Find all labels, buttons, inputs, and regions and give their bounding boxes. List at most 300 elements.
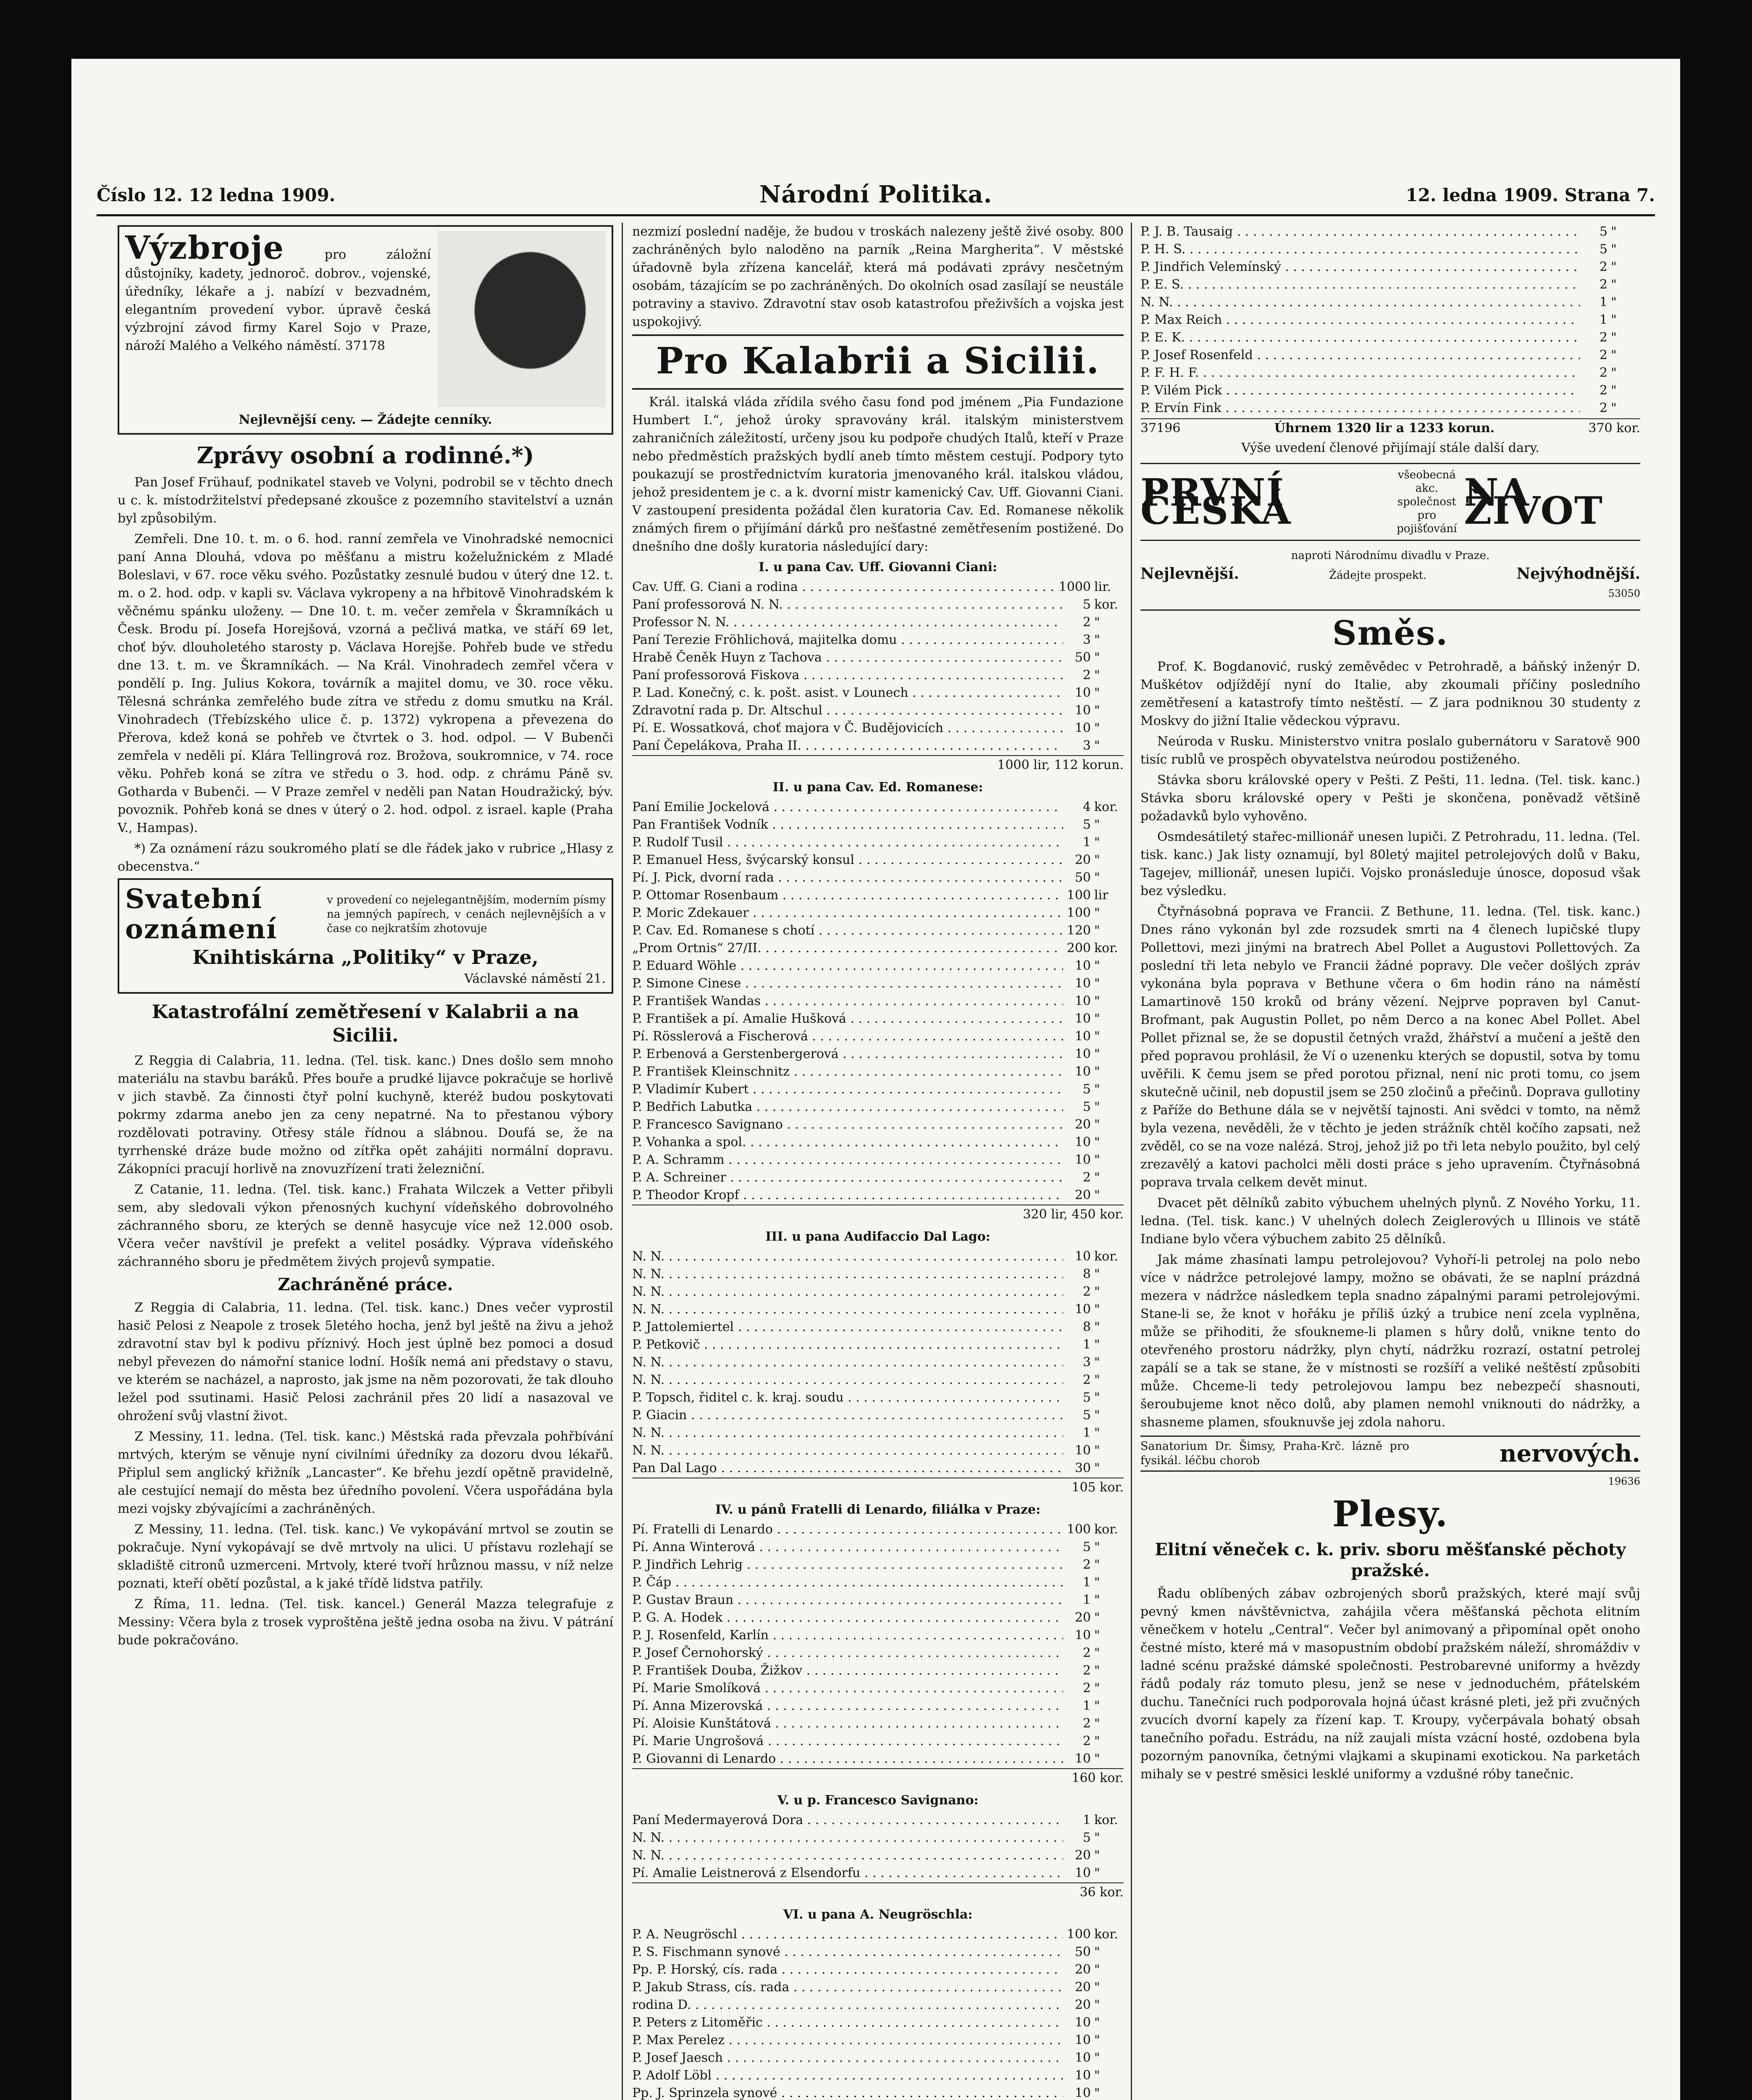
donation-row bbox=[632, 939, 1124, 957]
donation-row bbox=[632, 648, 1124, 666]
donor-name: Pí. E. Wossatková, choť majora v Č. Budějovicích . . . bbox=[632, 719, 1063, 737]
donation-unit: " bbox=[1094, 1628, 1100, 1643]
paragraph: Prof. K. Bogdanović, ruský zeměvědec v Petrohradě, a báňský inženýr D. Muškétov odjíždějí nyní do Italie, aby zkoumali příčiny posledního zemětřesení a katastrofy tímto neštěstí. — Z jara podniknou 30 studenty z Moskvy do jižní Italie vědeckou výpravu. bbox=[1140, 659, 1640, 728]
donation-unit: " bbox=[1094, 835, 1100, 850]
donor-name: Pan Dal Lago . . . bbox=[632, 1459, 1063, 1477]
donor-name: N. N. . . . bbox=[632, 1424, 1063, 1441]
donation-unit: " bbox=[1094, 1284, 1100, 1299]
donor-name: N. N. . . . bbox=[632, 1265, 1063, 1283]
donation-row bbox=[632, 2049, 1124, 2066]
donation-row bbox=[632, 1353, 1124, 1371]
donation-amount: 1 bbox=[1082, 1425, 1091, 1440]
donor-name: Pp. J. Sprinzela synové . . . bbox=[632, 2084, 1063, 2100]
donation-amount: 10 bbox=[1074, 958, 1091, 973]
donor-name: P. Josef Rosenfeld . . . bbox=[1140, 346, 1580, 364]
donor-name: P. František Douba, Žižkov . . . bbox=[632, 1662, 1063, 1679]
donation-list bbox=[632, 798, 1124, 1204]
donor-name: P. Giacin . . . bbox=[632, 1406, 1063, 1424]
donation-row bbox=[632, 596, 1124, 613]
donation-amount: 50 bbox=[1074, 1945, 1091, 1959]
duck-illustration bbox=[438, 231, 606, 407]
donor-name: P. H. S. . . . bbox=[1140, 240, 1580, 258]
donation-amount: 100 bbox=[1066, 906, 1091, 920]
paragraph: Neúroda v Rusku. Ministerstvo vnitra poslalo gubernátoru v Saratově 900 tisíc rublů ve prospěch obyvatelstva neúrodou postiženého. bbox=[1140, 734, 1640, 767]
donation-unit: " bbox=[1094, 1117, 1100, 1132]
donation-amount: 200 bbox=[1066, 941, 1091, 956]
donation-unit: " bbox=[1094, 1047, 1100, 1061]
donation-row bbox=[632, 2066, 1124, 2084]
donation-list bbox=[632, 578, 1124, 754]
donation-unit: " bbox=[1094, 1751, 1100, 1766]
newspaper-page bbox=[71, 59, 1680, 2100]
donation-unit: " bbox=[1094, 615, 1100, 630]
donation-amount: 10 bbox=[1074, 2033, 1091, 2048]
donation-unit: " bbox=[1094, 1390, 1100, 1405]
donor-name: Paní professorová N. N. . . . bbox=[632, 596, 1063, 613]
donation-unit: " bbox=[1094, 685, 1100, 700]
donor-name: P. Jindřich Velemínský . . . bbox=[1140, 258, 1580, 276]
donor-name: Pí. Aloisie Kunštátová . . . bbox=[632, 1714, 1063, 1732]
donation-amount: 10 bbox=[1074, 1628, 1091, 1643]
donation-amount: 20 bbox=[1074, 1980, 1091, 1995]
donation-amount: 50 bbox=[1074, 650, 1091, 665]
donation-unit: " bbox=[1094, 1575, 1100, 1590]
donation-amount: 2 bbox=[1599, 277, 1608, 292]
donation-amount: 10 bbox=[1074, 2068, 1091, 2083]
donation-amount: 5 bbox=[1082, 1390, 1091, 1405]
donation-amount: 2 bbox=[1082, 1663, 1091, 1678]
donation-row bbox=[632, 1750, 1124, 1767]
ad-advantage: Nejvýhodnější. bbox=[1516, 565, 1640, 583]
donor-name: Paní Terezie Fröhlichová, majitelka domu . . . bbox=[632, 631, 1063, 648]
donation-amount: 10 bbox=[1074, 1751, 1091, 1766]
donation-unit: " bbox=[1094, 668, 1100, 682]
donor-name: Pí. Anna Mizerovská . . . bbox=[632, 1697, 1063, 1714]
donation-amount: 2 bbox=[1599, 383, 1608, 398]
donation-row bbox=[632, 666, 1124, 684]
donor-name: P. Peters z Litoměřic . . . bbox=[632, 2013, 1063, 2031]
donation-unit: " bbox=[1094, 738, 1100, 753]
paragraph: Z Reggia di Calabria, 11. ledna. (Tel. tisk. kanc.) Dnes večer vyprostil hasič Pelosi z Neapole z trosek 5letého hocha, jenž byl ještě na živu a jehož zdravotní stav byl k podivu příznivý. Hoch jest úplně bez pomoci a dosud nebyl převezen do námořní stanice lodní. Hošík nemá ani představy o stavu, ve kterém se nacházel, a naprosto, jak jsme na něm pozorovati, že tak dlouho ležel pod ssutinami. Hasič Pelosi zachránil přes 20 lidí a nasazoval ve ohrožení svůj vlastní život. bbox=[118, 1300, 613, 1423]
donation-note: Výše uvedení členové přijímají stále další dary. bbox=[1241, 441, 1539, 455]
donation-row bbox=[632, 886, 1124, 904]
donation-row bbox=[632, 1556, 1124, 1573]
donation-unit: " bbox=[1094, 2015, 1100, 2030]
donation-unit: " bbox=[1094, 1646, 1100, 1660]
donation-unit: " bbox=[1094, 1100, 1100, 1114]
ad-text: pro záložní důstojníky, kadety, jednoroč. dobrov., vojenské, úředníky, lékaře a j. nabízí v bezvadném, elegantním provedení vybor. úpravě česká výzbrojní závod firmy Karel Sojo v Praze, nároží Malého a Velkého náměstí. 37178 bbox=[125, 247, 431, 353]
donor-name: N. N. . . . bbox=[632, 1441, 1063, 1459]
donation-unit: kor. bbox=[1094, 1249, 1118, 1264]
donation-row bbox=[632, 904, 1124, 921]
donation-unit: " bbox=[1094, 1980, 1100, 1995]
donation-amount: 2 bbox=[1599, 365, 1608, 380]
ad-cheap: Nejlevnější. bbox=[1140, 565, 1239, 583]
donor-name: P. Vladimír Kubert . . . bbox=[632, 1080, 1063, 1098]
donation-row bbox=[632, 1441, 1124, 1459]
donor-name: N. N. . . . bbox=[632, 1247, 1063, 1265]
donation-amount: 1 bbox=[1082, 1698, 1091, 1713]
donation-unit: " bbox=[1094, 853, 1100, 867]
donation-amount: 100 bbox=[1066, 1522, 1091, 1537]
donation-row bbox=[632, 1406, 1124, 1424]
donation-unit: kor. bbox=[1094, 1813, 1118, 1827]
donor-name: P. František Kleinschnitz . . . bbox=[632, 1063, 1063, 1080]
donation-unit: " bbox=[1094, 1135, 1100, 1150]
donation-amount: 3 bbox=[1082, 1355, 1091, 1370]
donation-unit: " bbox=[1611, 295, 1617, 310]
donation-row bbox=[632, 737, 1124, 754]
running-header bbox=[97, 181, 1655, 210]
donation-row bbox=[1140, 293, 1640, 311]
donation-row bbox=[632, 1080, 1124, 1098]
donor-name: P. E. K. . . . bbox=[1140, 328, 1580, 346]
ad-title: Výzbroje bbox=[125, 229, 284, 266]
donation-unit: " bbox=[1094, 1681, 1100, 1696]
donation-row bbox=[1140, 399, 1640, 417]
donation-amount: 10 bbox=[1074, 2086, 1091, 2100]
donation-row bbox=[632, 1943, 1124, 1961]
donor-name: P. A. Neugröschl . . . bbox=[632, 1925, 1063, 1943]
donation-amount: 100 bbox=[1066, 1927, 1091, 1942]
donor-name: P. Simone Cinese . . . bbox=[632, 974, 1063, 992]
paragraph: Dvacet pět dělníků zabito výbuchem uhelných plynů. Z Nového Yorku, 11. ledna. (Tel. tisk. kanc.) V uhelných dolech Zeiglerových u Illinois ve státě Indiane bylo včera výbuchem zabito 25 dělníků. bbox=[1140, 1196, 1640, 1247]
donation-group-title: IV. u pánů Fratelli di Lenardo, filiálka v Praze: bbox=[715, 1502, 1041, 1517]
donation-row bbox=[632, 851, 1124, 869]
donor-name: rodina D. . . . bbox=[632, 1996, 1063, 2013]
donation-unit: " bbox=[1094, 633, 1100, 647]
donation-unit: kor. bbox=[1094, 597, 1118, 612]
donation-unit: " bbox=[1094, 1610, 1100, 1625]
subheading: Zachráněné práce. bbox=[278, 1275, 453, 1294]
donation-amount: 5 bbox=[1082, 817, 1091, 832]
donation-row bbox=[632, 1098, 1124, 1116]
donation-unit: kor. bbox=[1094, 800, 1118, 814]
section-heading-earthquake: Katastrofální zemětřesení v Kalabrii a na Sicilii. bbox=[152, 1001, 579, 1046]
donation-amount: 3 bbox=[1082, 633, 1091, 647]
donation-row bbox=[1140, 328, 1640, 346]
donation-row bbox=[632, 2031, 1124, 2049]
donation-row bbox=[632, 631, 1124, 648]
donation-row bbox=[632, 1961, 1124, 1978]
section-heading-plesy: Plesy. bbox=[1332, 1493, 1449, 1535]
donation-amount: 1 bbox=[1082, 835, 1091, 850]
donation-group-sum: 160 kor. bbox=[632, 1768, 1124, 1787]
donation-amount: 5 bbox=[1599, 224, 1608, 239]
donation-row bbox=[632, 833, 1124, 851]
total-code: 37196 bbox=[1140, 421, 1181, 436]
donation-amount: 10 bbox=[1074, 1443, 1091, 1458]
donation-amount: 5 bbox=[1082, 1830, 1091, 1845]
donation-amount: 2 bbox=[1082, 615, 1091, 630]
ad-armaments bbox=[118, 225, 613, 435]
donation-unit: " bbox=[1611, 224, 1617, 239]
paragraph: nezmizí poslední naděje, že budou v troskách nalezeny ještě živé osoby. 800 zachráněných bylo naloděno na parník „Reina Margherita“. V městské úřadovně byla zřízena kancelář, která má podávati zprávy nesčetným osobám, tázajícím se po zachráněných. Do okolních osad zasílají se neustále potraviny a stavivo. Zdravotní stav osob katastrofou přeživších a vojska jest uspokojivý. bbox=[632, 224, 1124, 329]
donation-row bbox=[632, 701, 1124, 719]
donor-name: P. Erbenová a Gerstenbergerová . . . bbox=[632, 1045, 1063, 1063]
donor-name: P. Max Perelez . . . bbox=[632, 2031, 1063, 2049]
donation-unit: " bbox=[1094, 2086, 1100, 2100]
donation-amount: 10 bbox=[1074, 1302, 1091, 1317]
paragraph: Z Catanie, 11. ledna. (Tel. tisk. kanc.) Frahata Wilczek a Vetter přibyli sem, aby sledovali výkon přenosných kuchyní vídeňského dobrovolného záchranného sboru, ze kterých se denně hasycuje více než 12.000 osob. Včera večer navštívil je prefekt a velitel posádky. Výprava vídeňského záchranného sboru je předmětem živých projevů sympatie. bbox=[118, 1182, 613, 1269]
donor-name: Paní Medermayerová Dora . . . bbox=[632, 1811, 1063, 1829]
donor-name: Pí. Marie Ungrošová . . . bbox=[632, 1732, 1063, 1750]
donation-amount: 10 bbox=[1074, 976, 1091, 991]
donation-row bbox=[632, 1063, 1124, 1080]
donation-amount: 10 bbox=[1074, 994, 1091, 1008]
donation-row bbox=[632, 957, 1124, 974]
donation-amount: 2 bbox=[1599, 401, 1608, 415]
donation-amount: 2 bbox=[1082, 1284, 1091, 1299]
donation-group-title: II. u pana Cav. Ed. Romanese: bbox=[772, 780, 983, 795]
donation-row bbox=[632, 1679, 1124, 1697]
ad-life-insurance bbox=[1140, 463, 1640, 603]
headline-box bbox=[632, 334, 1124, 390]
donor-name: N. N. . . . bbox=[632, 1283, 1063, 1300]
donor-name: P. Emanuel Hess, švýcarský konsul . . . bbox=[632, 851, 1063, 869]
donation-amount: 120 bbox=[1066, 923, 1091, 938]
donor-name: N. N. . . . bbox=[632, 1371, 1063, 1389]
donor-name: Paní professorová Fiskova . . . bbox=[632, 666, 1063, 684]
donor-name: P. Eduard Wöhle . . . bbox=[632, 957, 1063, 974]
donor-name: N. N. . . . bbox=[632, 1829, 1063, 1846]
newspaper-title: Národní Politika. bbox=[759, 181, 993, 208]
donation-unit: " bbox=[1094, 650, 1100, 665]
donation-unit: " bbox=[1094, 1064, 1100, 1079]
donation-row bbox=[632, 921, 1124, 939]
donation-unit: " bbox=[1094, 1557, 1100, 1572]
donation-row bbox=[632, 684, 1124, 701]
donation-amount: 2 bbox=[1599, 330, 1608, 345]
donation-amount: 20 bbox=[1074, 1998, 1091, 2012]
donation-unit: " bbox=[1611, 330, 1617, 345]
donation-unit: " bbox=[1094, 1302, 1100, 1317]
donation-unit: " bbox=[1611, 348, 1617, 362]
ad-address: Václavské náměstí 21. bbox=[464, 971, 606, 986]
donor-name: N. N. . . . bbox=[1140, 293, 1580, 311]
donation-row bbox=[632, 1626, 1124, 1644]
donation-amount: 10 bbox=[1074, 703, 1091, 718]
donation-row bbox=[632, 869, 1124, 886]
donor-name: P. Theodor Kropf . . . bbox=[632, 1186, 1063, 1204]
donation-row bbox=[632, 1027, 1124, 1045]
total-text: Úhrnem 1320 lir a 1233 korun. bbox=[1274, 421, 1495, 436]
donation-amount: 2 bbox=[1082, 1734, 1091, 1748]
donation-amount: 100 bbox=[1066, 888, 1091, 903]
donation-unit: " bbox=[1094, 1337, 1100, 1352]
donor-name: P. Ottomar Rosenbaum . . . bbox=[632, 886, 1063, 904]
donation-amount: 10 bbox=[1074, 1064, 1091, 1079]
ad-text: v provedení co nejelegantnějším, moderním písmy na jemných papírech, v cenách nejlevnějších a v čase co nejkratším zhotovuje bbox=[327, 894, 606, 935]
paragraph: Osmdesátiletý stařec-millionář unesen lupiči. Z Petrohradu, 11. ledna. (Tel. tisk. kanc.) Jak listy oznamují, byl 80letý majitel petrolejových dolů v Baku, Tagejev, millionář, unesen lupiči. Vojsko pronásleduje únosce, doposud však bez výsledku. bbox=[1140, 830, 1640, 898]
donation-row bbox=[632, 1459, 1124, 1477]
donation-amount: 1 bbox=[1082, 1337, 1091, 1352]
paragraph: Z Říma, 11. ledna. (Tel. tisk. kancel.) Generál Mazza telegrafuje z Messiny: Včera byla z trosek vyproštěna ještě jedna osoba na živu. V pátrání bude pokračováno. bbox=[118, 1597, 613, 1648]
donation-unit: " bbox=[1094, 1082, 1100, 1097]
donor-name: „Prom Ortnis“ 27/II. . . . bbox=[632, 939, 1063, 957]
donation-amount: 1 bbox=[1599, 312, 1608, 327]
donation-row bbox=[1140, 381, 1640, 399]
donation-group-title: V. u p. Francesco Savignano: bbox=[777, 1793, 979, 1808]
donor-name: P. G. A. Hodek . . . bbox=[632, 1609, 1063, 1626]
donor-name: P. Gustav Braun . . . bbox=[632, 1591, 1063, 1609]
donation-unit: " bbox=[1094, 1663, 1100, 1678]
donation-unit: " bbox=[1611, 312, 1617, 327]
donation-unit: " bbox=[1094, 1170, 1100, 1185]
donor-name: P. Čáp . . . bbox=[632, 1573, 1063, 1591]
ad-big: nervových. bbox=[1499, 1439, 1640, 1467]
donation-unit: " bbox=[1094, 817, 1100, 832]
ad-address: naproti Národnímu divadlu v Praze. bbox=[1291, 549, 1490, 562]
donation-unit: " bbox=[1094, 923, 1100, 938]
donation-row bbox=[632, 992, 1124, 1010]
donation-unit: " bbox=[1611, 277, 1617, 292]
donation-row bbox=[632, 1609, 1124, 1626]
column-3 bbox=[1140, 223, 1640, 2100]
donation-row bbox=[1140, 223, 1640, 240]
donation-list-continued bbox=[1140, 223, 1640, 417]
donation-amount: 8 bbox=[1082, 1320, 1091, 1334]
donation-row bbox=[632, 613, 1124, 631]
donation-amount: 2 bbox=[1082, 1716, 1091, 1731]
donation-amount: 5 bbox=[1082, 1100, 1091, 1114]
donor-name: Zdravotní rada p. Dr. Altschul . . . bbox=[632, 701, 1063, 719]
paragraph: Z Messiny, 11. ledna. (Tel. tisk. kanc.) Městská rada převzala pohřbívání mrtvých, kterým se věnuje nyní civilními úředníky za dozoru dvou lékařů. Připlul sem anglický křižník „Lancaster“. Ke břehu jezdí opětně pravidelně, ale cestující nemají do města bez úředního povolení. Včera uspořádána byla mezi vojsky zbývajícími a zachráněných. bbox=[118, 1429, 613, 1516]
donation-amount: 10 bbox=[1074, 1135, 1091, 1150]
donation-row bbox=[632, 1538, 1124, 1556]
donation-amount: 10 bbox=[1074, 1152, 1091, 1167]
donor-name: P. J. Rosenfeld, Karlín . . . bbox=[632, 1626, 1063, 1644]
donation-unit: " bbox=[1094, 1998, 1100, 2012]
donation-unit: " bbox=[1094, 1443, 1100, 1458]
donation-amount: 5 bbox=[1082, 1082, 1091, 1097]
donation-amount: 20 bbox=[1074, 853, 1091, 867]
donation-unit: " bbox=[1094, 1962, 1100, 1977]
donor-name: P. Cav. Ed. Romanese s chotí . . . bbox=[632, 921, 1063, 939]
donor-name: P. Giovanni di Lenardo . . . bbox=[632, 1750, 1063, 1767]
donation-amount: 10 bbox=[1074, 1047, 1091, 1061]
donation-unit: " bbox=[1094, 1848, 1100, 1863]
donation-unit: " bbox=[1094, 906, 1100, 920]
donation-amount: 10 bbox=[1074, 2050, 1091, 2065]
donation-amount: 1 bbox=[1082, 1593, 1091, 1607]
donation-row bbox=[632, 2013, 1124, 2031]
donation-row bbox=[632, 1300, 1124, 1318]
donation-row bbox=[632, 719, 1124, 737]
donor-name: P. Bedřich Labutka . . . bbox=[632, 1098, 1063, 1116]
donation-total bbox=[1140, 418, 1640, 437]
donation-unit: " bbox=[1094, 976, 1100, 991]
donation-row bbox=[632, 1644, 1124, 1662]
ad-code: 19636 bbox=[1608, 1475, 1640, 1487]
donation-row bbox=[632, 1045, 1124, 1063]
paragraph: Řadu oblíbených zábav ozbrojených sborů pražských, které mají svůj pevný kmen návštěvnictva, zahájila včera měšťanská pěchota elitním věnečkem v hotelu „Central“. Večer byl animovaný a připomínal opět onoho čestné místo, které má v masopustním období pražském náleží, shromáždiv v ladné scénu pražské dámské společnosti. Pestrobarevné uniformy a hvězdy řádů podaly ráz tomuto plesu, jenž se nese v jednoduchém, přátelském duchu. Tanečníci ruch podporovala hojná účast krásné pleti, jež při zvučných zvucích dvorní kapely za řízení kap. T. Kroupy, vyčerpávala bohatý obsah tanečního pořadu. Estrádu, na níž zaujali místa vzácní hosté, ozdobena byla pozorným panovníka, četnými vlajkami a skupinami exotickou. Na parketách mihaly se v pestré směsici lesklé uniformy a vzdušné róby tanečnic. bbox=[1140, 1586, 1640, 1782]
donor-name: P. Josef Jaesch . . . bbox=[632, 2049, 1063, 2066]
donation-unit: " bbox=[1611, 242, 1617, 257]
donation-list bbox=[632, 1925, 1124, 2100]
donation-unit: " bbox=[1094, 994, 1100, 1008]
donation-unit: " bbox=[1094, 1425, 1100, 1440]
donation-row bbox=[632, 1591, 1124, 1609]
donation-group-sum: 320 lir, 450 kor. bbox=[632, 1205, 1124, 1223]
donation-unit: " bbox=[1611, 383, 1617, 398]
donation-row bbox=[1140, 364, 1640, 381]
donation-amount: 10 bbox=[1074, 1029, 1091, 1044]
donation-row bbox=[1140, 346, 1640, 364]
donation-row bbox=[632, 1829, 1124, 1846]
donation-row bbox=[632, 1389, 1124, 1406]
ad-code: 53050 bbox=[1608, 588, 1640, 599]
donation-row bbox=[632, 1151, 1124, 1168]
donation-row bbox=[632, 1846, 1124, 1864]
donation-row bbox=[632, 1010, 1124, 1027]
donation-group-sum: 105 kor. bbox=[632, 1478, 1124, 1496]
donation-row bbox=[632, 1573, 1124, 1591]
headline: Pro Kalabrii a Sicilii. bbox=[656, 340, 1100, 382]
donation-unit: kor. bbox=[1094, 941, 1118, 956]
paragraph: Z Reggia di Calabria, 11. ledna. (Tel. tisk. kanc.) Dnes došlo sem mnoho materiálu na stavbu baráků. Přes bouře a prudké lijavce pokračuje se horlivě v jich stavbě. Za činnosti čtyř polní kuchyně, kteréž budou poskytovati pokrmy zdarma anebo jen za ceny nepatrné. Na to přestanou výbory rozdělovati potraviny. Otřesy stále řídnou a slábnou. Doufá se, že na tyrrhenské dráze bude možno od zítřka opět zahájiti normální dopravu. Zákopníci pracují horlivě na znovuzřízení trati železniční. bbox=[118, 1053, 613, 1176]
header-rule bbox=[97, 214, 1655, 216]
donation-list bbox=[632, 1520, 1124, 1767]
donation-unit: " bbox=[1094, 2050, 1100, 2065]
donor-name: P. Max Reich . . . bbox=[1140, 311, 1580, 328]
donation-unit: lir. bbox=[1094, 580, 1111, 594]
paragraph: Stávka sboru královské opery v Pešti. Z Pešti, 11. ledna. (Tel. tisk. kanc.) Stávka sboru královské opery v Pešti je skončena, poněvadž většině požadavků bylo vyhověno. bbox=[1140, 773, 1640, 824]
donation-unit: lir bbox=[1094, 888, 1108, 903]
donation-amount: 10 bbox=[1074, 721, 1091, 735]
paragraph: Pan Josef Frühauf, podnikatel staveb ve Volyni, podrobil se v těchto dnech u c. k. místodržitelství předepsané zkoušce z pozemního stavitelství a uznán byl způsobilým. bbox=[118, 475, 613, 526]
donation-unit: " bbox=[1094, 958, 1100, 973]
donor-name: P. J. B. Tausaig . . . bbox=[1140, 223, 1580, 240]
donation-unit: kor. bbox=[1094, 1522, 1118, 1537]
donation-unit: kor. bbox=[1094, 1927, 1118, 1942]
donation-amount: 2 bbox=[1082, 1373, 1091, 1387]
donor-name: P. Vilém Pick . . . bbox=[1140, 381, 1580, 399]
donation-amount: 10 bbox=[1074, 1249, 1091, 1264]
donation-amount: 20 bbox=[1074, 1188, 1091, 1202]
issue-number: Číslo 12. 12 ledna 1909. bbox=[97, 185, 336, 205]
donor-name: Paní Čepelákova, Praha II. . . . bbox=[632, 737, 1063, 754]
donation-group-sum: 36 kor. bbox=[632, 1882, 1124, 1901]
donor-name: P. Rudolf Tusil . . . bbox=[632, 833, 1063, 851]
donation-amount: 2 bbox=[1082, 1170, 1091, 1185]
donation-group-title: III. u pana Audifaccio Dal Lago: bbox=[765, 1229, 990, 1244]
donation-amount: 4 bbox=[1082, 800, 1091, 814]
donation-unit: " bbox=[1094, 703, 1100, 718]
donation-amount: 20 bbox=[1074, 1117, 1091, 1132]
donation-group-title: VI. u pana A. Neugröschla: bbox=[783, 1907, 973, 1922]
donor-name: P. S. Fischmann synové . . . bbox=[632, 1943, 1063, 1961]
donation-row bbox=[632, 1116, 1124, 1133]
donation-amount: 5 bbox=[1599, 242, 1608, 257]
donation-row bbox=[632, 1520, 1124, 1538]
donor-name: Pí. Marie Smolíková . . . bbox=[632, 1679, 1063, 1697]
donation-amount: 10 bbox=[1074, 685, 1091, 700]
donation-amount: 2 bbox=[1082, 668, 1091, 682]
donation-amount: 5 bbox=[1082, 1408, 1091, 1423]
donation-list bbox=[632, 1811, 1124, 1882]
donor-name: Pí. Rösslerová a Fischerová . . . bbox=[632, 1027, 1063, 1045]
donation-row bbox=[632, 1265, 1124, 1283]
column-2 bbox=[632, 223, 1124, 2100]
donation-unit: " bbox=[1094, 1029, 1100, 1044]
donation-amount: 8 bbox=[1082, 1267, 1091, 1281]
donation-amount: 50 bbox=[1074, 870, 1091, 885]
column-1 bbox=[118, 223, 613, 2100]
donor-name: P. A. Schramm . . . bbox=[632, 1151, 1063, 1168]
donation-row bbox=[632, 798, 1124, 816]
donor-name: N. N. . . . bbox=[632, 1846, 1063, 1864]
